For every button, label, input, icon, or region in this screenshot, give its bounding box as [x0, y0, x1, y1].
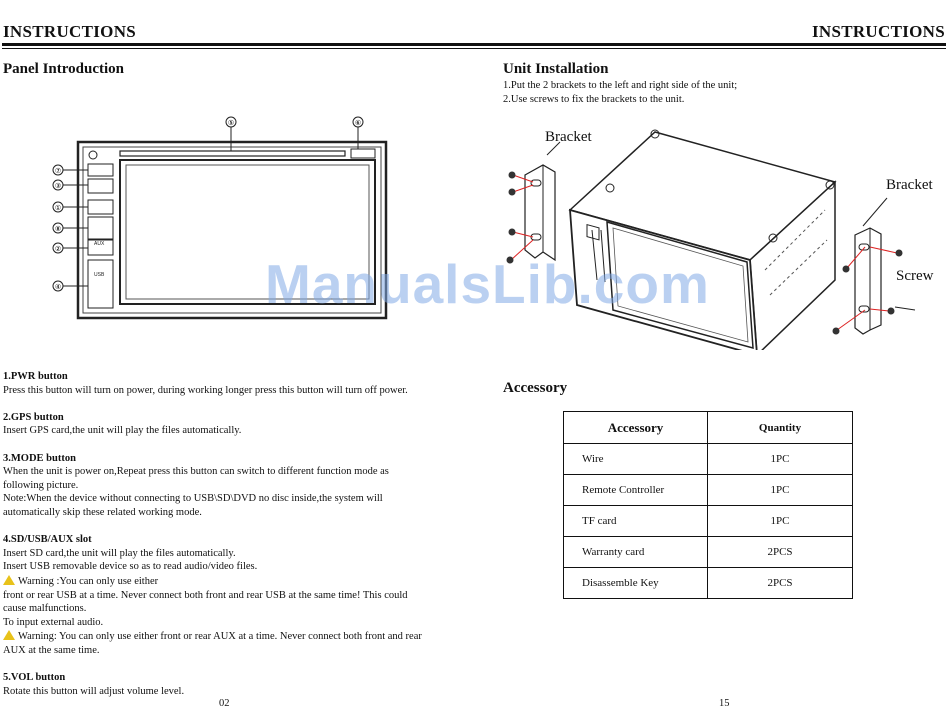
callout-7: ⑦ — [54, 167, 62, 175]
callout-2: ② — [54, 245, 62, 253]
right-header-title: INSTRUCTIONS — [811, 22, 945, 41]
page-number-right: 15 — [719, 698, 730, 709]
callout-4: ④ — [54, 283, 62, 291]
screw-label: Screw — [896, 268, 934, 284]
page-number-left: 02 — [219, 698, 230, 709]
bracket-right-label: Bracket — [886, 177, 933, 193]
install-step-2: 2.Use screws to fix the brackets to the unit. — [503, 94, 685, 105]
item-2-title: 2.GPS button — [3, 411, 64, 423]
item-3-text: automatically skip these related working mode. — [3, 506, 202, 518]
table-row — [564, 537, 853, 568]
warning-icon — [3, 630, 15, 640]
table-cell: 2PCS — [708, 537, 853, 568]
table-cell: 1PC — [708, 506, 853, 537]
table-row — [564, 444, 853, 475]
watermark: ManualsLib.com — [265, 253, 710, 315]
warning-2 — [3, 629, 453, 644]
table-row — [564, 568, 853, 599]
unit-installation-title: Unit Installation — [503, 61, 609, 77]
item-5-text: Rotate this button will adjust volume level. — [3, 685, 185, 697]
panel-aux-label: AUX — [94, 241, 105, 247]
table-cell: 1PC — [708, 444, 853, 475]
item-2-text: Insert GPS card,the unit will play the files automatically. — [3, 425, 242, 437]
item-3-text: When the unit is power on,Repeat press this button can switch to different function mode as — [3, 466, 389, 478]
warning-icon — [3, 575, 15, 585]
callout-8: ⑧ — [54, 225, 62, 233]
item-1-text: Press this button will turn on power, during working longer press this button will turn off power. — [3, 384, 408, 396]
callout-1: ① — [54, 204, 62, 212]
item-4-text: Insert SD card,the unit will play the files automatically. — [3, 547, 236, 559]
warning-2-text: Warning: You can only use either front or rear AUX at a time. Never connect both front and rear — [18, 631, 422, 643]
accessory-title: Accessory — [503, 380, 568, 396]
item-3-title: 3.MODE button — [3, 452, 76, 464]
item-3-text: Note:When the device without connecting to USB\SD\DVD no disc inside,the system will — [3, 493, 383, 505]
panel-usb-label: USB — [94, 272, 105, 278]
table-header: Accessory — [564, 412, 708, 444]
table-row — [564, 475, 853, 506]
table-cell: Warranty card — [564, 537, 708, 568]
table-cell: 2PCS — [708, 568, 853, 599]
install-step-1: 1.Put the 2 brackets to the left and right side of the unit; — [503, 80, 738, 91]
warning-1-line: front or rear USB at a time. Never connect both front and rear USB at the same time! This could — [3, 589, 408, 601]
table-header-row — [564, 412, 853, 444]
table-row — [564, 506, 853, 537]
item-4-text: Insert USB removable device so as to read audio/video files. — [3, 561, 258, 573]
panel-instructions — [3, 370, 453, 698]
table-cell: Wire — [564, 444, 708, 475]
left-header-title: INSTRUCTIONS — [3, 22, 137, 41]
warning-1-text: Warning :You can only use either — [18, 575, 159, 587]
warning-2-line: AUX at the same time. — [3, 644, 100, 656]
callout-3: ③ — [54, 182, 62, 190]
table-cell: 1PC — [708, 475, 853, 506]
table-cell: Remote Controller — [564, 475, 708, 506]
item-5-title: 5.VOL button — [3, 672, 66, 684]
table-cell: Disassemble Key — [564, 568, 708, 599]
item-1-title: 1.PWR button — [3, 371, 68, 382]
callout-5: ⑤ — [227, 119, 235, 127]
warning-1 — [3, 574, 453, 589]
panel-introduction-title: Panel Introduction — [3, 61, 124, 77]
item-4-title: 4.SD/USB/AUX slot — [3, 534, 92, 546]
accessory-table — [563, 411, 853, 599]
item-3-text: following picture. — [3, 479, 79, 491]
bracket-left-label: Bracket — [545, 129, 592, 145]
table-header: Quantity — [708, 412, 853, 444]
warning-1-line: cause malfunctions. — [3, 603, 87, 615]
callout-6: ⑥ — [354, 119, 362, 127]
warning-1-line: To input external audio. — [3, 616, 104, 628]
header-rule — [2, 43, 946, 46]
table-cell: TF card — [564, 506, 708, 537]
header-rule-thin — [2, 48, 946, 49]
